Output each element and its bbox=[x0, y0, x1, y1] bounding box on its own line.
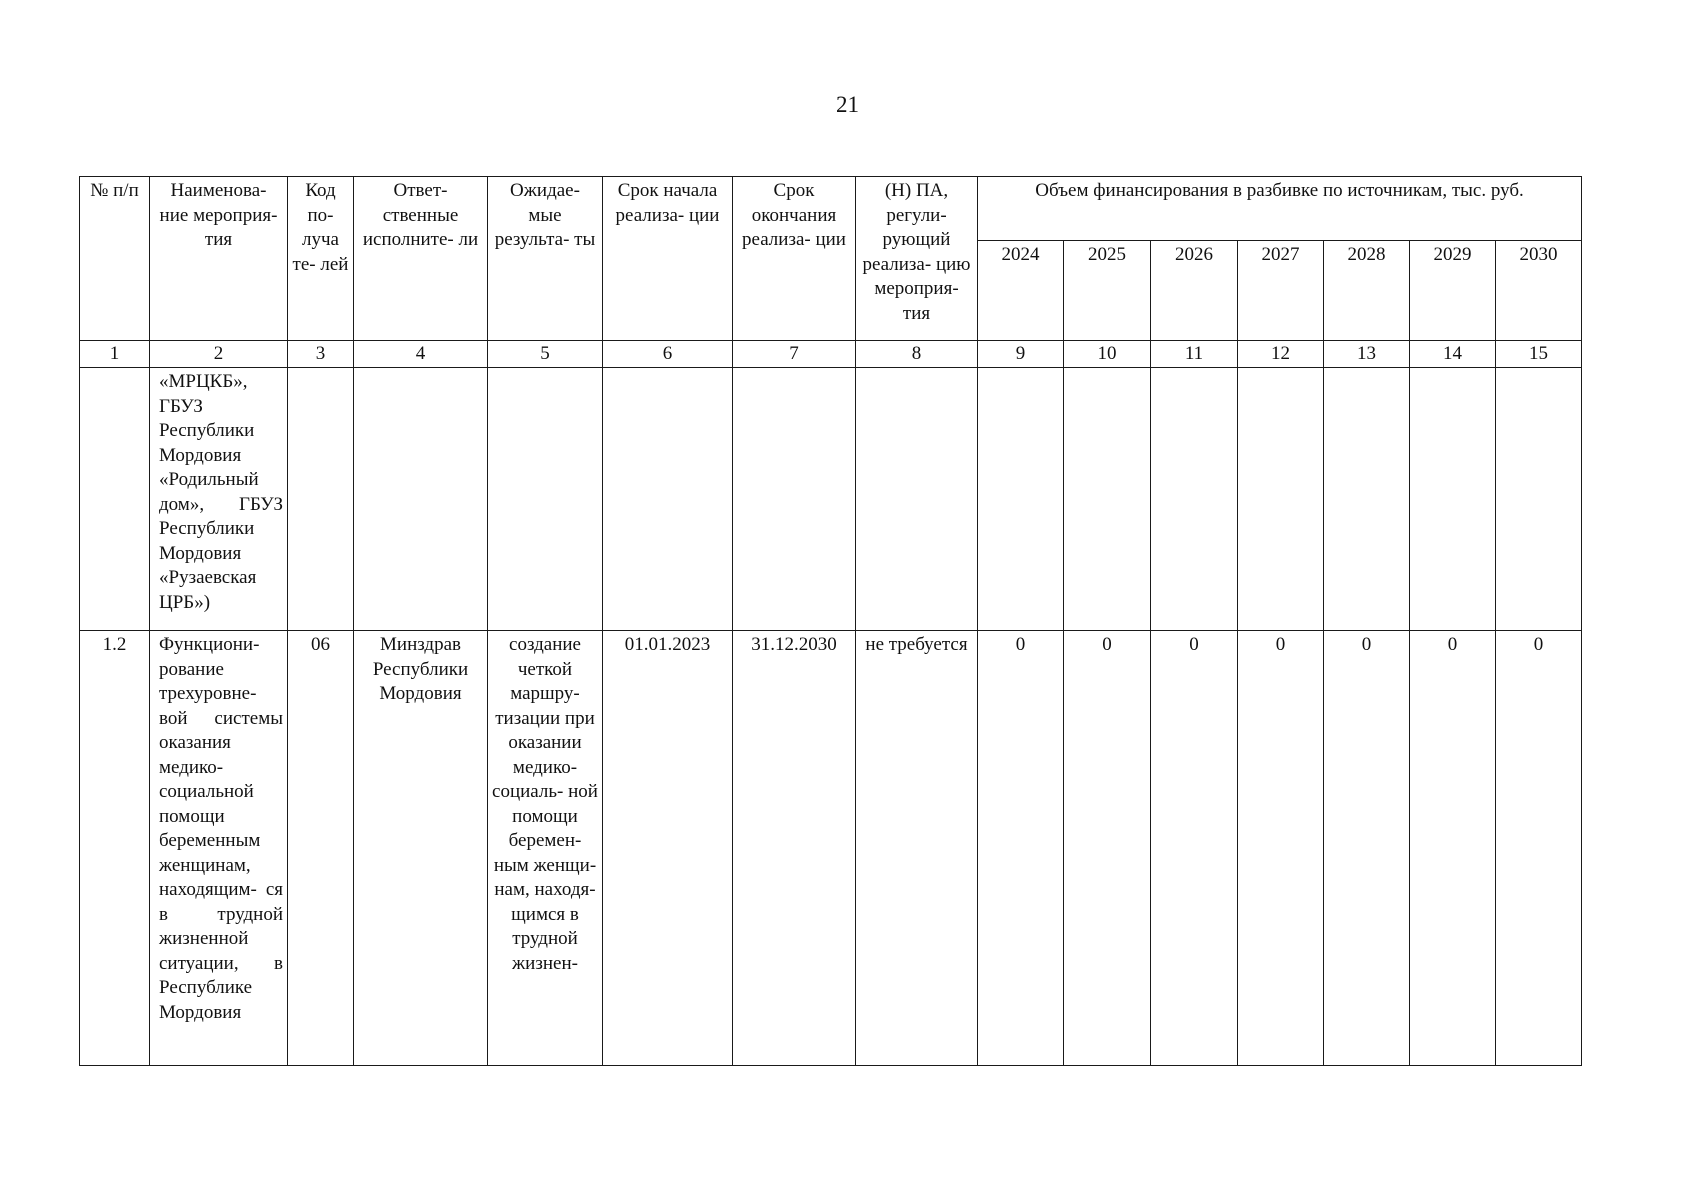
expected-results bbox=[488, 368, 603, 631]
funding-value: 0 bbox=[1064, 631, 1151, 1066]
column-number: 4 bbox=[354, 341, 488, 368]
header-funding-title: Объем финансирования в разбивке по источникам, тыс. руб. bbox=[978, 177, 1582, 241]
column-number: 6 bbox=[603, 341, 733, 368]
regulating-act bbox=[856, 368, 978, 631]
column-number: 9 bbox=[978, 341, 1064, 368]
header-start-date: Срок начала реализа- ции bbox=[603, 177, 733, 341]
header-end-date: Срок окончания реализа- ции bbox=[733, 177, 856, 341]
header-year: 2030 bbox=[1496, 241, 1582, 341]
funding-value bbox=[1496, 368, 1582, 631]
funding-value: 0 bbox=[978, 631, 1064, 1066]
funding-value: 0 bbox=[1151, 631, 1238, 1066]
column-number: 12 bbox=[1238, 341, 1324, 368]
start-date bbox=[603, 368, 733, 631]
row-number: 1.2 bbox=[80, 631, 150, 1066]
table-row bbox=[80, 631, 1582, 1066]
header-year: 2025 bbox=[1064, 241, 1151, 341]
column-number: 10 bbox=[1064, 341, 1151, 368]
regulating-act: не требуется bbox=[856, 631, 978, 1066]
header-year: 2028 bbox=[1324, 241, 1410, 341]
header-year: 2024 bbox=[978, 241, 1064, 341]
header-year: 2029 bbox=[1410, 241, 1496, 341]
funding-value bbox=[978, 368, 1064, 631]
column-numbers-row bbox=[80, 341, 1582, 368]
column-number: 7 bbox=[733, 341, 856, 368]
column-number: 14 bbox=[1410, 341, 1496, 368]
header-expected-results: Ожидае- мые результа- ты bbox=[488, 177, 603, 341]
column-number: 8 bbox=[856, 341, 978, 368]
header-row bbox=[80, 177, 1582, 241]
column-number: 13 bbox=[1324, 341, 1410, 368]
recipient-code: 06 bbox=[288, 631, 354, 1066]
executors: Минздрав Республики Мордовия bbox=[354, 631, 488, 1066]
activity-name: «МРЦКБ», ГБУЗ Республики Мордовия «Родильный дом», ГБУЗ Республики Мордовия «Рузаевская ЦРБ») bbox=[150, 368, 288, 631]
page-number: 21 bbox=[836, 92, 859, 117]
funding-value bbox=[1238, 368, 1324, 631]
funding-value bbox=[1064, 368, 1151, 631]
recipient-code bbox=[288, 368, 354, 631]
end-date bbox=[733, 368, 856, 631]
header-activity-name: Наименова- ние мероприя- тия bbox=[150, 177, 288, 341]
expected-results: создание четкой маршру- тизации при оказании медико- социаль- ной помощи беремен- ным женщи- нам, находя- щимся в трудной жизнен- bbox=[488, 631, 603, 1066]
table-row bbox=[80, 368, 1582, 631]
activity-name: Функциони- рование трехуровне- вой системы оказания медико- социальной помощи беременным женщинам, находящим- ся в трудной жизненной ситуации, в Республике Мордовия bbox=[150, 631, 288, 1066]
column-number: 3 bbox=[288, 341, 354, 368]
column-number: 2 bbox=[150, 341, 288, 368]
funding-value: 0 bbox=[1496, 631, 1582, 1066]
header-number: № п/п bbox=[80, 177, 150, 341]
header-executors: Ответ- ственные исполните- ли bbox=[354, 177, 488, 341]
column-number: 11 bbox=[1151, 341, 1238, 368]
funding-value bbox=[1324, 368, 1410, 631]
funding-value: 0 bbox=[1410, 631, 1496, 1066]
funding-value: 0 bbox=[1324, 631, 1410, 1066]
activities-table bbox=[79, 176, 1582, 1066]
row-number bbox=[80, 368, 150, 631]
header-year: 2027 bbox=[1238, 241, 1324, 341]
column-number: 5 bbox=[488, 341, 603, 368]
end-date: 31.12.2030 bbox=[733, 631, 856, 1066]
header-year: 2026 bbox=[1151, 241, 1238, 341]
funding-value bbox=[1151, 368, 1238, 631]
funding-value: 0 bbox=[1238, 631, 1324, 1066]
executors bbox=[354, 368, 488, 631]
column-number: 1 bbox=[80, 341, 150, 368]
header-regulating-act: (Н) ПА, регули- рующий реализа- цию мероприя- тия bbox=[856, 177, 978, 341]
start-date: 01.01.2023 bbox=[603, 631, 733, 1066]
header-recipient-code: Код по- луча те- лей bbox=[288, 177, 354, 341]
funding-value bbox=[1410, 368, 1496, 631]
column-number: 15 bbox=[1496, 341, 1582, 368]
